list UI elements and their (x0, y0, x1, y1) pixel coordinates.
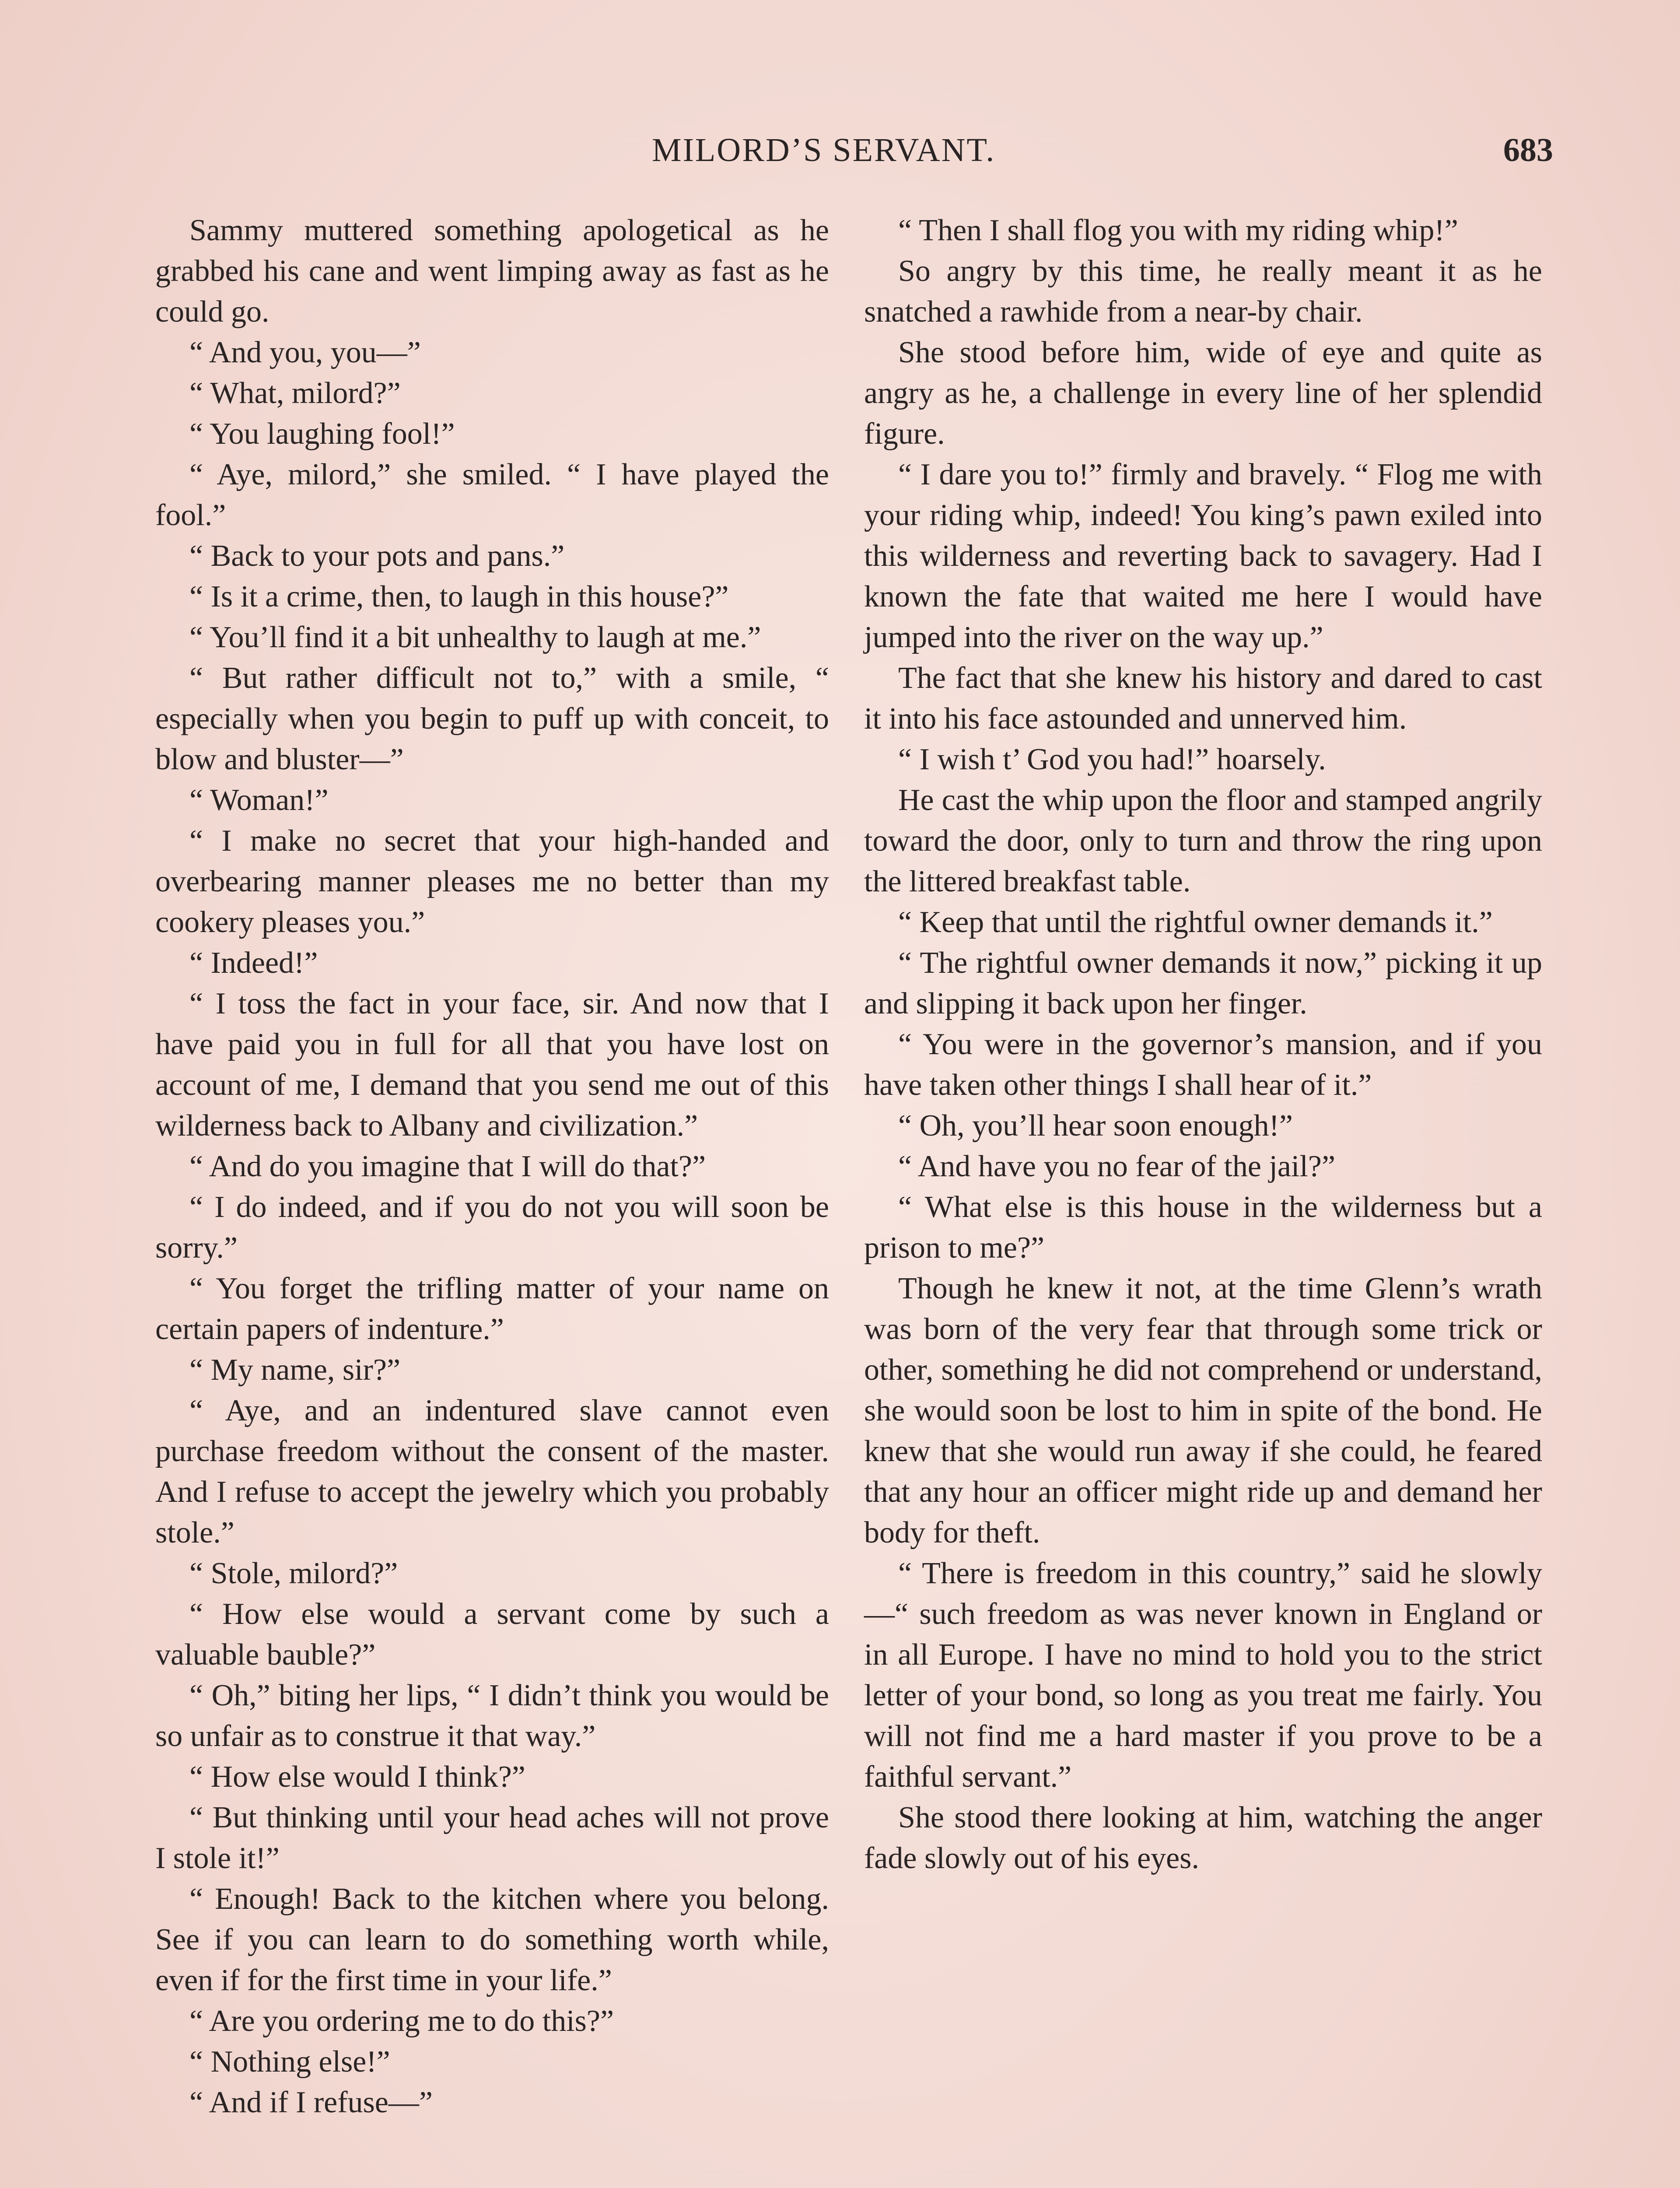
page-number: 683 (1503, 132, 1553, 168)
paragraph: “ Stole, milord?” (189, 1557, 398, 1590)
right-column (864, 210, 1542, 1879)
paragraph: “ You were in the governor’s mansion, and if you have taken other things I shall hear of it.” (864, 1027, 1542, 1102)
paragraph: “ And do you imagine that I will do that?” (189, 1150, 706, 1183)
paragraph: He cast the whip upon the floor and stamped angrily toward the door, only to turn and throw the ring upon the littered breakfast table. (864, 783, 1542, 898)
page-header (153, 131, 1553, 179)
paragraph: “ And if I refuse—” (189, 2086, 433, 2119)
paragraph: “ I dare you to!” firmly and bravely. “ Flog me with your riding whip, indeed! You king’s pawn exiled into this wilderness and reverting back to savagery. Had I known the fate that waited me here I would have jumped into the river on the way up.” (864, 458, 1542, 654)
paragraph: “ But rather difficult not to,” with a smile, “ especially when you begin to puff up with conceit, to blow and bluster—” (155, 661, 829, 776)
paragraph: “ Keep that until the rightful owner demands it.” (898, 905, 1493, 939)
paragraph: “ How else would I think?” (189, 1760, 525, 1794)
paragraph: “ I do indeed, and if you do not you will soon be sorry.” (155, 1190, 829, 1265)
paragraph: “ What else is this house in the wilderness but a prison to me?” (864, 1190, 1542, 1265)
running-title: MILORD’S SERVANT. (652, 132, 996, 168)
paragraph: The fact that she knew his history and dared to cast it into his face astounded and unnerved him. (864, 661, 1542, 736)
paragraph: “ My name, sir?” (189, 1353, 401, 1387)
paragraph: “ Woman!” (189, 783, 329, 817)
paragraph: “ I wish t’ God you had!” hoarsely. (898, 743, 1326, 776)
paragraph: She stood before him, wide of eye and quite as angry as he, a challenge in every line of her splendid figure. (864, 336, 1542, 451)
paragraph: “ The rightful owner demands it now,” picking it up and slipping it back upon her finger. (864, 946, 1542, 1020)
paragraph: “ Nothing else!” (189, 2045, 390, 2079)
paragraph: “ Are you ordering me to do this?” (189, 2004, 614, 2038)
paragraph: So angry by this time, he really meant it as he snatched a rawhide from a near-by chair. (864, 254, 1542, 329)
paragraph: “ There is freedom in this country,” said he slowly—“ such freedom as was never known in England or in all Europe. I have no mind to hold you to the strict letter of your bond, so long as you treat me fairly. You will not find me a hard master if you prove to be a faithful servant.” (864, 1557, 1542, 1794)
paragraph: Sammy muttered something apologetical as he grabbed his cane and went limping away as fast as he could go. (155, 214, 829, 329)
paragraph: “ How else would a servant come by such a valuable bauble?” (155, 1597, 829, 1672)
paragraph: “ You forget the trifling matter of your name on certain papers of indenture.” (155, 1272, 829, 1346)
paragraph: “ Aye, milord,” she smiled. “ I have played the fool.” (155, 458, 829, 532)
paragraph: “ Enough! Back to the kitchen where you belong. See if you can learn to do something worth while, even if for the first time in your life.” (155, 1882, 829, 1997)
left-column (155, 210, 829, 2123)
paragraph: “ And have you no fear of the jail?” (898, 1150, 1336, 1183)
paragraph: “ But thinking until your head aches will not prove I stole it!” (155, 1801, 829, 1875)
paragraph: “ Indeed!” (189, 946, 318, 980)
paragraph: Though he knew it not, at the time Glenn’s wrath was born of the very fear that through some trick or other, something he did not comprehend or understand, she would soon be lost to him in spite of the bond. He knew that she would run away if she could, he feared that any hour an officer might ride up and demand her body for theft. (864, 1272, 1542, 1550)
paragraph: “ What, milord?” (189, 376, 401, 410)
paragraph: “ Oh, you’ll hear soon enough!” (898, 1109, 1293, 1143)
paragraph: “ I toss the fact in your face, sir. And now that I have paid you in full for all that you have lost on account of me, I demand that you send me out of this wilderness back to Albany and civilization.” (155, 987, 829, 1143)
paragraph: “ Then I shall flog you with my riding whip!” (898, 214, 1458, 247)
paragraph: “ Is it a crime, then, to laugh in this house?” (189, 580, 729, 614)
paragraph: “ You laughing fool!” (189, 417, 455, 451)
paragraph: “ Back to your pots and pans.” (189, 539, 565, 573)
paragraph: She stood there looking at him, watching the anger fade slowly out of his eyes. (864, 1801, 1542, 1875)
paragraph: “ Aye, and an indentured slave cannot even purchase freedom without the consent of the master. And I refuse to accept the jewelry which you probably stole.” (155, 1394, 829, 1550)
paragraph: “ I make no secret that your high-handed and overbearing manner pleases me no better than my cookery pleases you.” (155, 824, 829, 939)
paragraph: “ And you, you—” (189, 336, 421, 369)
paragraph: “ You’ll find it a bit unhealthy to laugh at me.” (189, 621, 761, 654)
paragraph: “ Oh,” biting her lips, “ I didn’t think you would be so unfair as to construe it that way.” (155, 1679, 829, 1753)
